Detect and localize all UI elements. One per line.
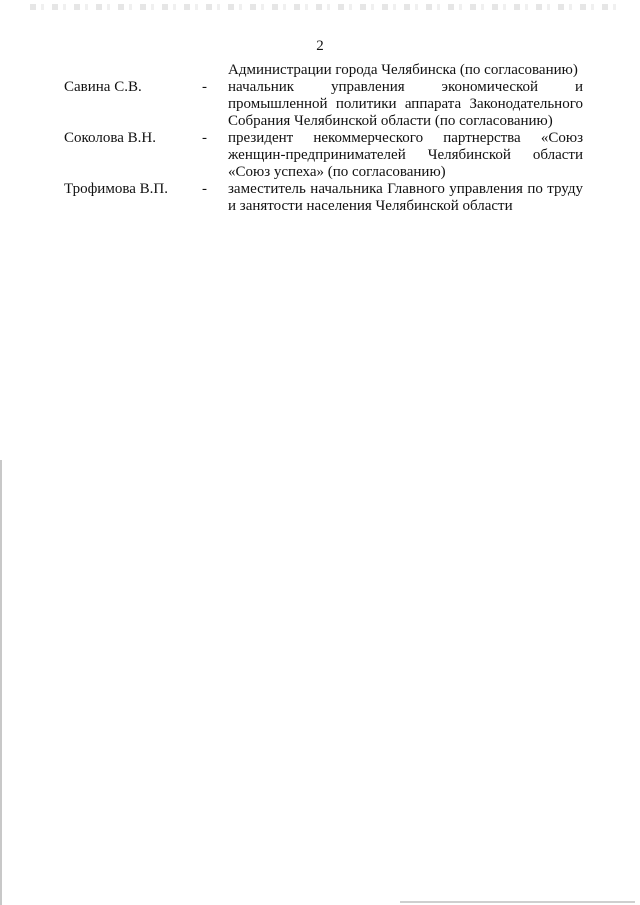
list-item: [0, 130, 640, 181]
dash-separator: -: [202, 79, 207, 95]
member-position: начальник управления экономической и промышленной политики аппарата Законодательного Собрания Челябинской области (по согласованию): [228, 79, 583, 129]
list-item: [0, 79, 640, 130]
scan-artifact-left: [0, 460, 2, 905]
member-position: президент некоммерческого партнерства «Союз женщин-предпринимателей Челябинской области «Союз успеха» (по согласованию): [228, 130, 583, 180]
dash-separator: -: [202, 130, 207, 146]
member-name: Савина С.В.: [64, 79, 142, 95]
dash-separator: -: [202, 181, 207, 197]
member-position: заместитель начальника Главного управления по труду и занятости населения Челябинской области: [228, 181, 583, 214]
scan-artifact-bottom: [400, 901, 635, 903]
scan-artifact-top: [30, 4, 620, 10]
list-item: [0, 181, 640, 215]
member-name: Соколова В.Н.: [64, 130, 156, 146]
page-number: 2: [316, 38, 324, 54]
continuation-line: [0, 62, 640, 79]
member-name: Трофимова В.П.: [64, 181, 168, 197]
member-list: [0, 62, 640, 215]
continuation-text: Администрации города Челябинска (по согласованию): [228, 62, 578, 78]
